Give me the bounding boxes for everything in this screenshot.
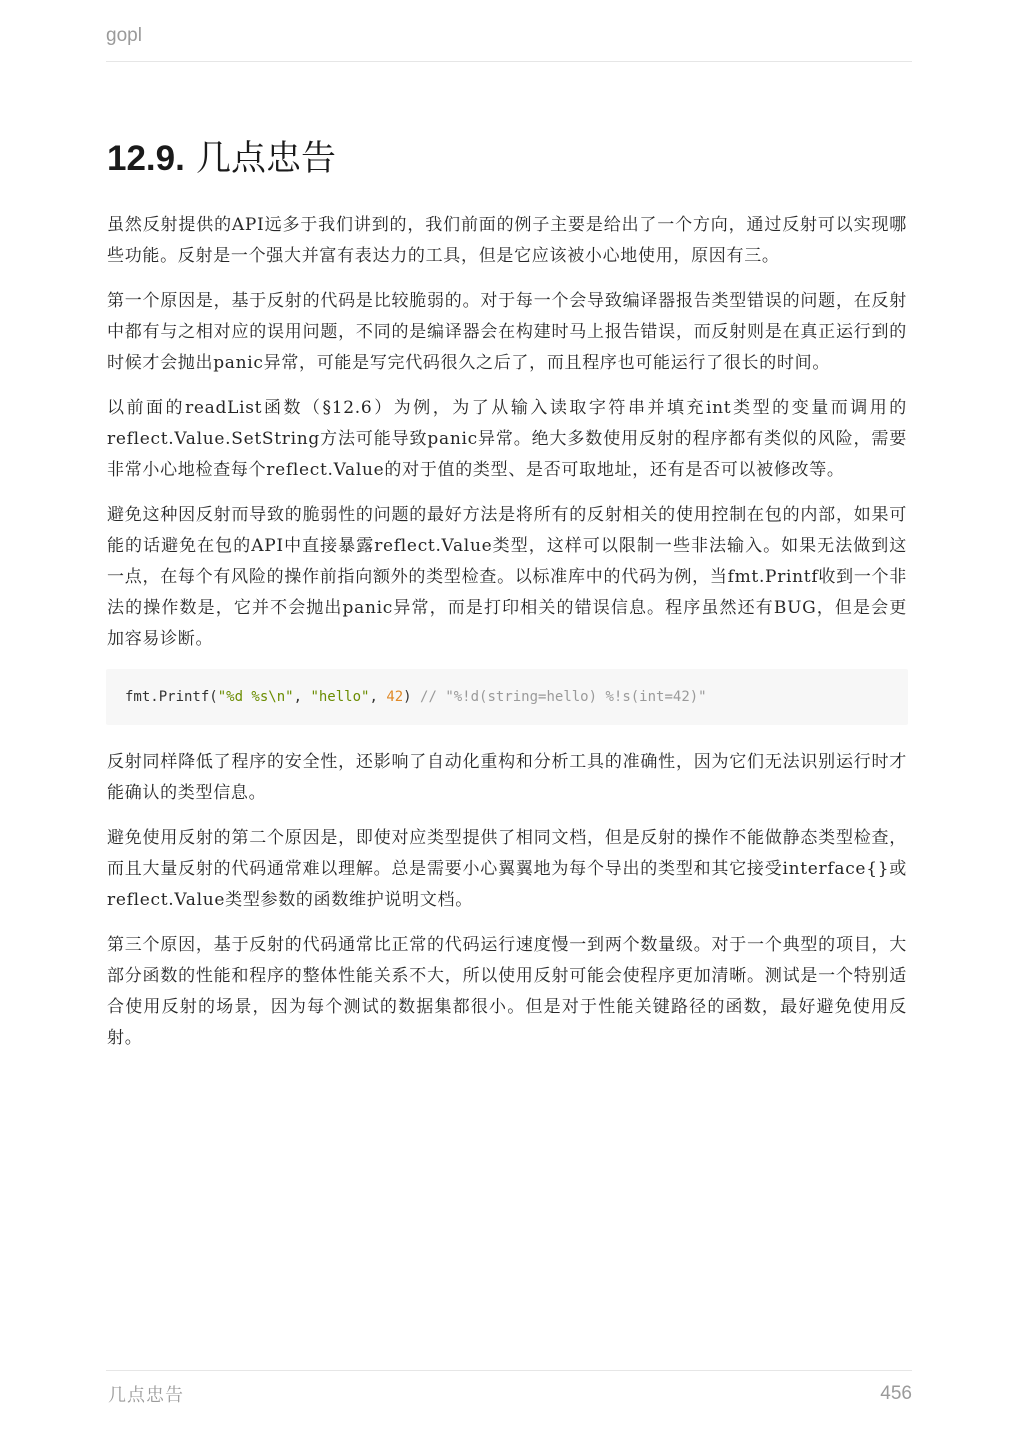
paragraph: 第三个原因，基于反射的代码通常比正常的代码运行速度慢一到两个数量级。对于一个典型的项目，大部分函数的性能和程序的整体性能关系不大，所以使用反射可能会使程序更加清晰。测试是一个特别适合使用反射的场景，因为每个测试的数据集都很小。但是对于性能关键路径的函数，最好避免使用反射。 xyxy=(107,935,907,1048)
code-function: fmt.Printf( xyxy=(125,689,218,705)
code-comment: // "%!d(string=hello) %!s(int=42)" xyxy=(411,689,707,705)
code-close-paren: ) xyxy=(403,689,412,705)
page-number: 456 xyxy=(880,1383,912,1404)
page-content xyxy=(107,138,907,1068)
code-separator: , xyxy=(293,689,311,705)
paragraph: 避免使用反射的第二个原因是，即使对应类型提供了相同文档，但是反射的操作不能做静态类型检查，而且大量反射的代码通常难以理解。总是需要小心翼翼地为每个导出的类型和其它接受interface{}或reflect.Value类型参数的函数维护说明文档。 xyxy=(107,828,907,910)
paragraph: 第一个原因是，基于反射的代码是比较脆弱的。对于每一个会导致编译器报告类型错误的问题，在反射中都有与之相对应的误用问题，不同的是编译器会在构建时马上报告错误，而反射则是在真正运行到的时候才会抛出panic异常，可能是写完代码很久之后了，而且程序也可能运行了很长的时间。 xyxy=(107,291,907,373)
code-block xyxy=(106,669,908,725)
page-footer xyxy=(106,1370,912,1411)
paragraph: 以前面的readList函数（§12.6）为例，为了从输入读取字符串并填充int类型的变量而调用的reflect.Value.SetString方法可能导致panic异常。绝大多数使用反射的程序都有类似的风险，需要非常小心地检查每个reflect.Value的对于值的类型、是否可取地址，还有是否可以被修改等。 xyxy=(107,398,907,480)
page-header xyxy=(106,24,912,62)
section-number: 12.9. xyxy=(107,139,185,178)
footer-section-title: 几点忠告 xyxy=(108,1385,184,1406)
code-separator: , xyxy=(369,689,387,705)
section-heading xyxy=(107,138,907,180)
code-string: "hello" xyxy=(310,689,370,705)
code-number: 42 xyxy=(386,689,404,705)
book-title: gopl xyxy=(106,25,142,46)
code-string: "%d %s\n" xyxy=(217,689,294,705)
paragraph: 反射同样降低了程序的安全性，还影响了自动化重构和分析工具的准确性，因为它们无法识别运行时才能确认的类型信息。 xyxy=(107,752,907,803)
paragraph: 虽然反射提供的API远多于我们讲到的，我们前面的例子主要是给出了一个方向，通过反射可以实现哪些功能。反射是一个强大并富有表达力的工具，但是它应该被小心地使用，原因有三。 xyxy=(107,215,907,266)
section-title: 几点忠告 xyxy=(196,139,337,179)
paragraph: 避免这种因反射而导致的脆弱性的问题的最好方法是将所有的反射相关的使用控制在包的内部，如果可能的话避免在包的API中直接暴露reflect.Value类型，这样可以限制一些非法输入。如果无法做到这一点，在每个有风险的操作前指向额外的类型检查。以标准库中的代码为例，当fmt.Printf收到一个非法的操作数是，它并不会抛出panic异常，而是打印相关的错误信息。程序虽然还有BUG，但是会更加容易诊断。 xyxy=(107,505,907,649)
